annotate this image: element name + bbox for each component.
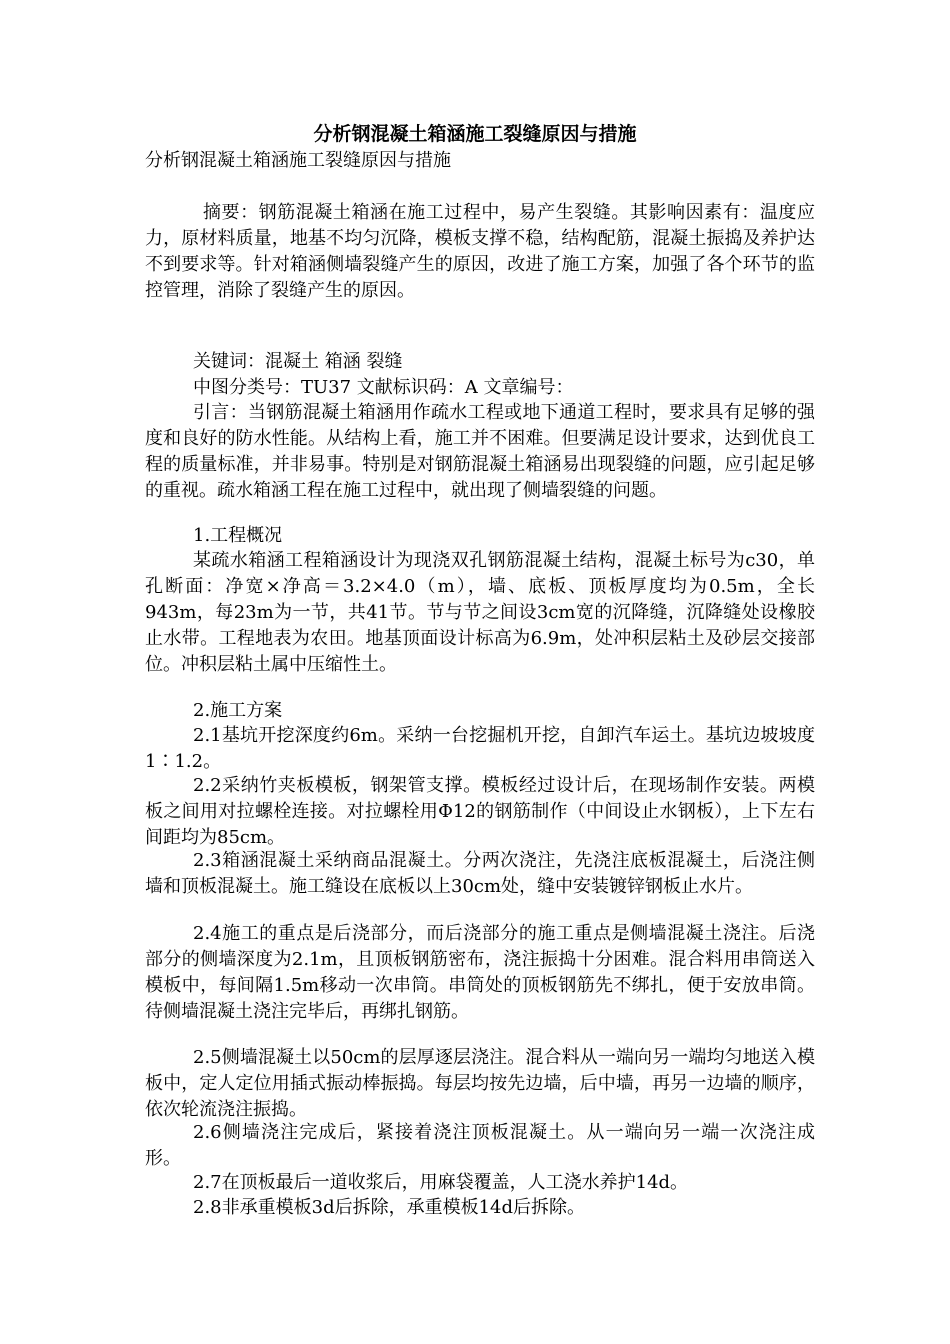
intro-paragraph: 引言：当钢筋混凝土箱涵用作疏水工程或地下通道工程时，要求具有足够的强度和良好的防水性能。从结构上看，施工并不困难。但要满足设计要求，达到优良工程的质量标准，并非易事。特别是对钢筋混凝土箱涵易出现裂缝的问题，应引起足够的重视。疏水箱涵工程在施工过程中，就出现了侧墙裂缝的问题。 [145, 402, 815, 501]
plan-item-2-4: 2.4施工的重点是后浇部分，而后浇部分的施工重点是侧墙混凝土浇注。后浇部分的侧墙深度为2.1m，且顶板钢筋密布，浇注振捣十分困难。混合料用串筒送入模板中，每间隔1.5m移动一次串筒。串筒处的顶板钢筋先不绑扎，便于安放串筒。待侧墙混凝土浇注完毕后，再绑扎钢筋。 [145, 923, 815, 1022]
plan-item-2-6: 2.6侧墙浇注完成后，紧接着浇注顶板混凝土。从一端向另一端一次浇注成形。 [145, 1122, 815, 1169]
classification-line: 中图分类号：TU37 文献标识码：A 文章编号： [193, 377, 574, 398]
plan-item-2-2: 2.2采纳竹夹板模板，钢架管支撑。模板经过设计后，在现场制作安装。两模板之间用对拉螺栓连接。对拉螺栓用Φ12的钢筋制作（中间设止水钢板），上下左右间距均为85cm。 [145, 775, 815, 848]
document-subtitle: 分析钢混凝土箱涵施工裂缝原因与措施 [145, 150, 451, 171]
plan-item-2-7: 2.7在顶板最后一道收浆后，用麻袋覆盖，人工浇水养护14d。 [193, 1172, 689, 1193]
document-title: 分析钢混凝土箱涵施工裂缝原因与措施 [313, 123, 637, 145]
section-heading-plan: 2.施工方案 [193, 700, 283, 721]
section-heading-overview: 1.工程概况 [193, 525, 283, 546]
section-body-overview: 某疏水箱涵工程箱涵设计为现浇双孔钢筋混凝土结构，混凝土标号为c30，单孔断面：净宽×净高＝3.2×4.0（m），墙、底板、顶板厚度均为0.5m，全长943m，每23m为一节，共41节。节与节之间设3cm宽的沉降缝，沉降缝处设橡胶止水带。工程地表为农田。地基顶面设计标高为6.9m，处冲积层粘土及砂层交接部位。冲积层粘土属中压缩性土。 [145, 550, 815, 675]
plan-item-2-1: 2.1基坑开挖深度约6m。采纳一台挖掘机开挖，自卸汽车运土。基坑边坡坡度1∶1.2。 [145, 725, 815, 772]
abstract-paragraph: 摘要：钢筋混凝土箱涵在施工过程中，易产生裂缝。其影响因素有：温度应力，原材料质量，地基不均匀沉降，模板支撑不稳，结构配筋，混凝土振捣及养护达不到要求等。针对箱涵侧墙裂缝产生的原因，改进了施工方案，加强了各个环节的监控管理，消除了裂缝产生的原因。 [145, 202, 815, 301]
plan-item-2-5: 2.5侧墙混凝土以50cm的层厚逐层浇注。混合料从一端向另一端均匀地送入模板中，定人定位用插式振动棒振捣。每层均按先边墙，后中墙，再另一边墙的顺序，依次轮流浇注振捣。 [145, 1047, 815, 1120]
keywords-line: 关键词：混凝土 箱涵 裂缝 [193, 351, 403, 372]
plan-item-2-8: 2.8非承重模板3d后拆除，承重模板14d后拆除。 [193, 1197, 586, 1218]
plan-item-2-3: 2.3箱涵混凝土采纳商品混凝土。分两次浇注，先浇注底板混凝土，后浇注侧墙和顶板混凝土。施工缝设在底板以上30cm处，缝中安装镀锌钢板止水片。 [145, 850, 815, 897]
